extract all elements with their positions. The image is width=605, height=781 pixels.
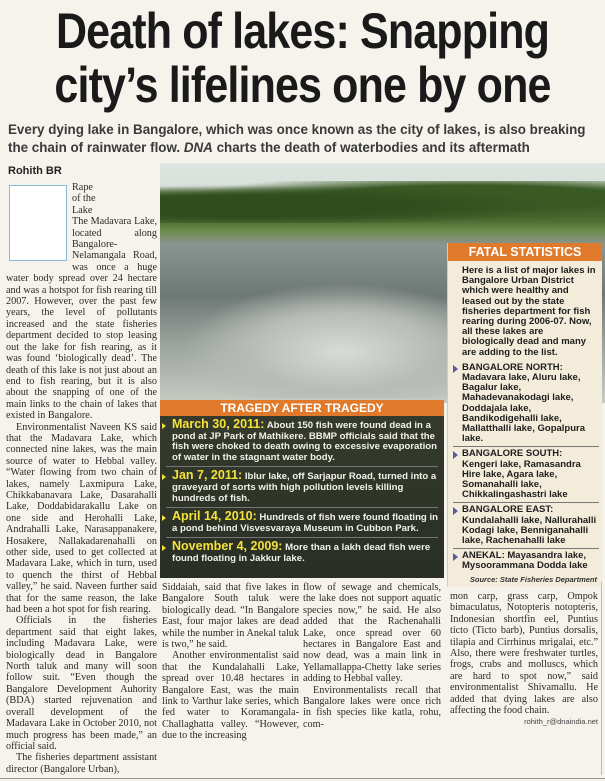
region-item xyxy=(453,549,599,573)
region-name: BANGALORE EAST: xyxy=(462,504,554,516)
rape-of-the-lake-logo xyxy=(9,185,67,261)
region-name: BANGALORE NORTH: xyxy=(462,361,563,373)
paragraph: Environmentalists recall that Bangalore lakes were once rich in fish species like katla, rohu, com- xyxy=(303,684,441,730)
headline-line-2: city’s lifelines one by one xyxy=(54,57,551,113)
paragraph: Officials in the fisheries department said that eight lakes, including Madavara Lake, were biologically dead in Bangalore North taluk and many will soon follow suit. “Even though the Bangalore Development Auhority (BDA) started rejuvenation and overall development of the Madavara Lake in October 2010, not much progress has been made,” an official said. xyxy=(6,615,157,752)
fatal-intro: Here is a list of major lakes in Bangalore Urban District which were healthy and leased out by the state fisheries department for fish rearing during 2006-07. Now, all these lakes are biologically dead and many are adding to the list. xyxy=(462,265,596,358)
logo-line: Rape xyxy=(72,182,93,193)
logo-line: of the xyxy=(72,193,96,205)
paragraph: Environmentalist Naveen KS said that the Madavara Lake, which connected nine lakes, was the main source of water to Hebbal valley. “Water flowing from two chain of lakes, namely Laxmipura Lake, Chikkabanavara Lake, Dasarahalli Lake, Doddabidarakallu Lake on one side and Herohalli Lake, Andrahalli Lake, Narasappanakere, Hosakere, Nallakadarenahalli on other side, used to get collected at Madavara Lake, which in turn, used to quench the thirst of Hebbal valley,” he said. Naveen further said that for the same reason, the lake had been a hot spot for fish rearing. xyxy=(6,421,157,616)
item-date: Jan 7, 2011: xyxy=(172,468,243,483)
deck-text: Every dying lake in Bangalore, which was once known as the city of lakes, is also breaking the chain of rainwater flow. xyxy=(8,122,586,155)
item-text: Hundreds of fish were found floating in a pond behind Visvesvaraya Museum in Cubbon Park. xyxy=(172,512,438,534)
region-lakes: Madavara lake, Aluru lake, Bagalur lake, Mahadevanakodagi lake, Doddajala lake, Bandikodigehalli lake, Mallatthalli lake, Gopalpura lake. xyxy=(462,372,586,445)
paragraph: mon carp, grass carp, Ompok bimaculatus, Notopteris notopteris, Indonesian shortfin eel, Puntius ticto (Ticto barb), Puntius dorsalis, tilapia and Cirrhinus mrigalai, etc.” Also, there were freshwater turtles, frogs, crabs and molluscs, which are hard to spot now,” said environmentalist Shivamallu. He added that dying lakes are also affecting the food chain. xyxy=(450,591,598,717)
item-text: About 150 fish were found dead in a pond at JP Park of Mathikere. BBMP officials said that the fish were choked to death owing to excessive evaporation of water in the stagnant water body. xyxy=(172,420,437,463)
paragraph: flow of sewage and chemicals, the lake does not support aquatic species now,” he said. He also added that the Rachenahalli Lake, once spread over 60 hectares in Bangalore East and now dead, was a main link in Yellamallappa-Chetty lake series adding to Hebbal valley. xyxy=(303,582,441,685)
item-date: April 14, 2010: xyxy=(172,509,257,524)
dead-fish-scum xyxy=(180,283,450,398)
column-divider xyxy=(601,582,602,775)
tragedy-box xyxy=(160,400,444,578)
fatal-statistics-box xyxy=(447,243,602,587)
body-column-3 xyxy=(303,582,441,730)
region-item xyxy=(453,503,599,549)
item-date: November 4, 2009: xyxy=(172,539,283,554)
fatal-title: FATAL STATISTICS xyxy=(448,243,602,261)
body-column-4 xyxy=(450,591,598,716)
item-text: Iblur lake, off Sarjapur Road, turned into a graveyard of sorts with high pollution levels killing hundreds of fish. xyxy=(172,471,437,504)
region-item xyxy=(453,361,599,448)
author-email: rohith_r@dnaindia.net xyxy=(524,717,598,726)
headline-line-1: Death of lakes: Snapping xyxy=(55,3,550,59)
paragraph: Another environmentalist said that the Kundalahalli Lake, spread over 10.48 hectares in Bangalore East, was the main link to Varthur lake series, which fed water to Koramangala-Challaghatta valley. “However, due to the increasing xyxy=(162,650,299,742)
trees xyxy=(160,181,605,223)
headline xyxy=(42,4,562,112)
tragedy-title: TRAGEDY AFTER TRAGEDY xyxy=(160,400,444,416)
tragedy-item xyxy=(166,538,438,567)
body-column-2 xyxy=(162,582,299,742)
paragraph: The fisheries department assistant director (Bangalore Urban), xyxy=(6,752,157,775)
region-name: BANGALORE SOUTH: xyxy=(462,448,563,460)
source-note: Source: State Fisheries Department xyxy=(469,574,597,584)
body-column-1 xyxy=(6,182,157,775)
region-item xyxy=(453,447,599,503)
paragraph: Siddaiah, said that five lakes in Bangalore South taluk were biologically dead. “In Bangalore East, four major lakes are dead while the number in Anekal taluk is two,” he said. xyxy=(162,582,299,651)
byline: Rohith BR xyxy=(8,165,62,177)
deck-text-2: charts the death of waterbodies and its aftermath xyxy=(212,140,530,155)
region-lakes: Kengeri lake, Ramasandra Hire lake, Agara lake, Somanahalli lake, Chikkalingashastri lake xyxy=(462,458,581,501)
logo-line: Lake xyxy=(72,204,93,216)
region-lakes: Kundalahalli lake, Nallurahalli Kodagi lake, Benniganahalli lake, Rachenahalli lake xyxy=(462,514,597,547)
paragraph-text: The Madavara Lake, located along Bangalore-Nelamangala Road, was once a huge water body spread over 24 hectare and was a hotspot for fish rearing till 2007. However, over the past few years, the level of pollutants increased and the state fisheries department decided to stop leasing out the lake for fish rearing, as it was found ‘biologically dead’. The death of this lake is not just about an end to fish rearing, but it is also about the snapping of one of the main links to the chain of lakes that existed in Bangalore. xyxy=(6,216,157,422)
tragedy-item xyxy=(166,508,438,538)
item-text: More than a lakh dead fish were found floating in Jakkur lake. xyxy=(172,542,431,564)
tragedy-item xyxy=(166,416,438,467)
tragedy-item xyxy=(166,467,438,508)
deck xyxy=(8,121,603,157)
region-lakes: Mayasandra lake, Mysoorammana Dodda lake xyxy=(462,550,588,572)
item-date: March 30, 2011: xyxy=(172,417,265,431)
region-name: ANEKAL: xyxy=(462,550,505,562)
deck-dna: DNA xyxy=(183,140,213,155)
bottom-rule xyxy=(0,778,605,779)
